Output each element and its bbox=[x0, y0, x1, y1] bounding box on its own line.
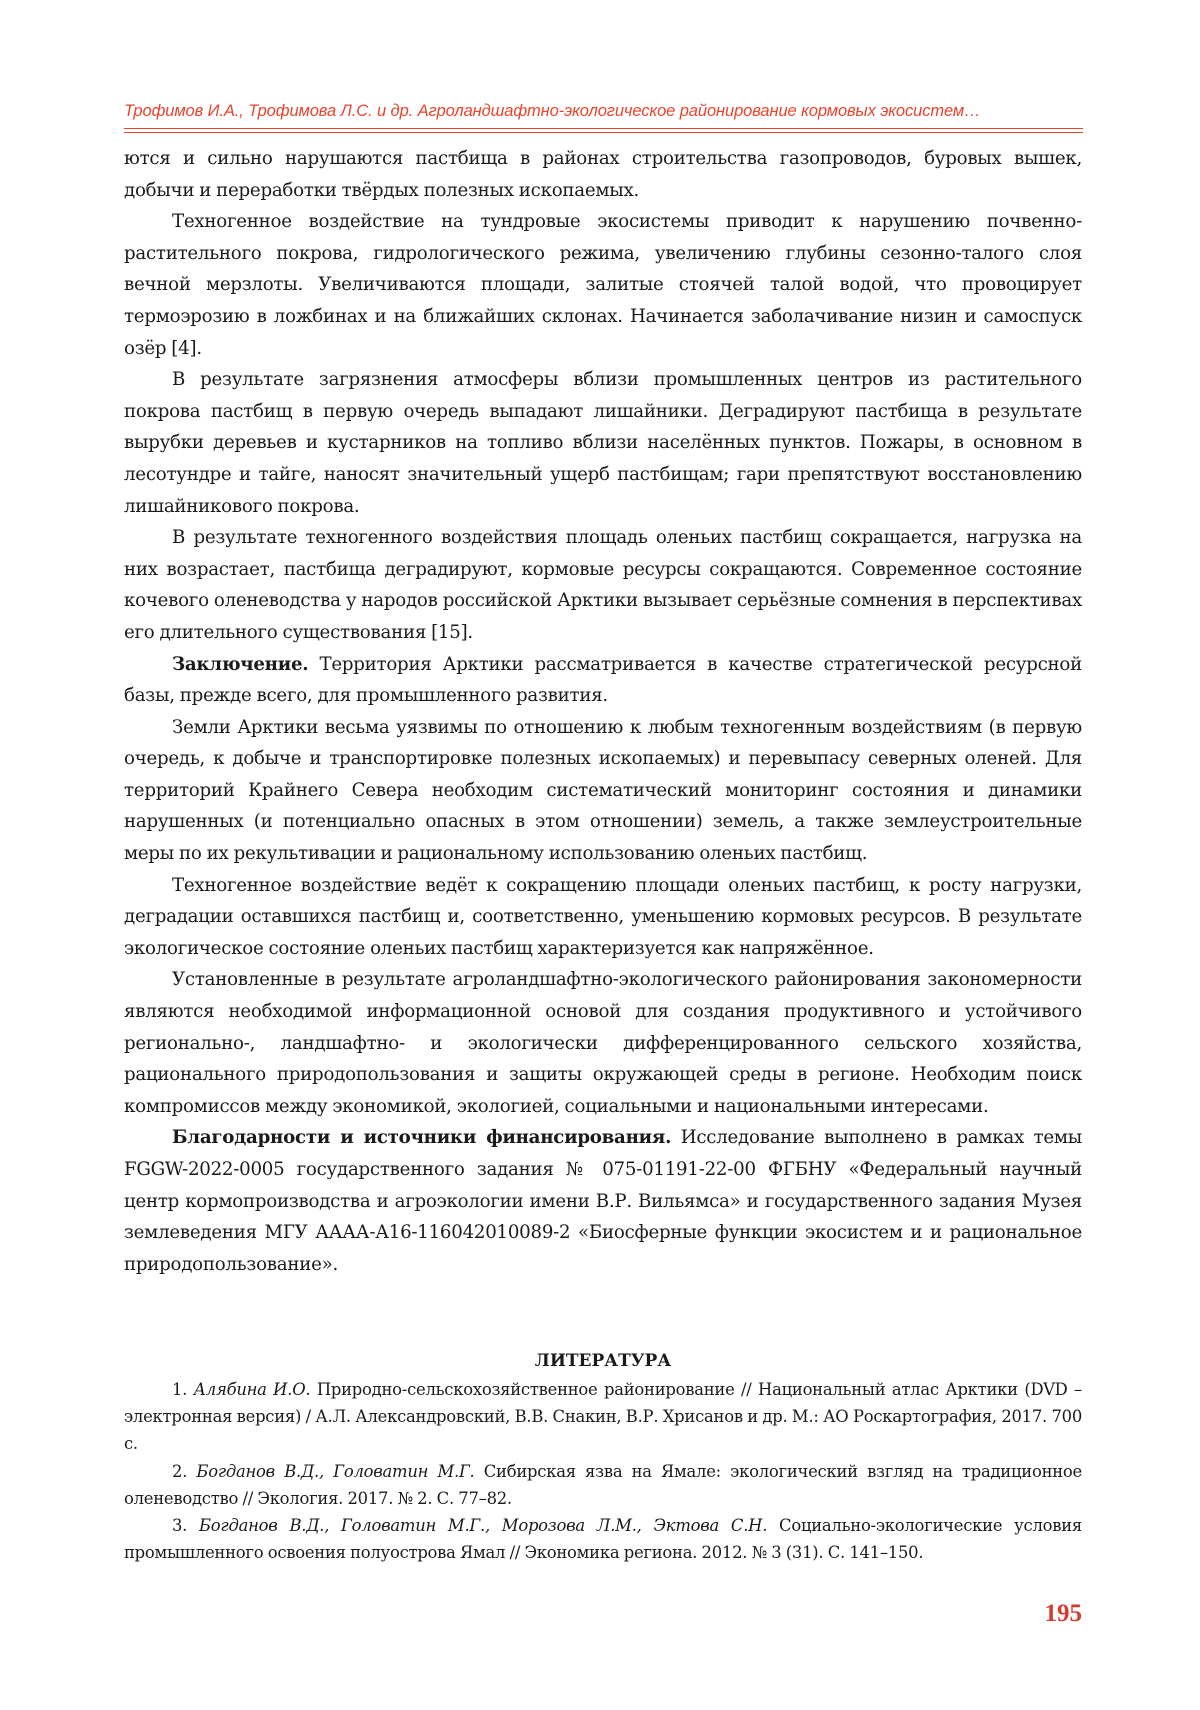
reference-number: 1. bbox=[172, 1380, 188, 1399]
running-header: Трофимов И.А., Трофимова Л.С. и др. Агроландшафтно-экологическое районирование кормовых экосистем… bbox=[124, 102, 981, 120]
reference-authors: Богданов В.Д., Головатин М.Г. bbox=[196, 1461, 475, 1481]
reference-text: Природно-сельскохозяйственное районирование // Национальный атлас Арктики (DVD – электронная версия) / А.Л. Александровский, В.В. Снакин, В.Р. Хрисанов и др. М.: АО Роскартография, 2017. 700 с. bbox=[124, 1380, 1082, 1454]
paragraph-arctic-lands: Земли Арктики весьма уязвимы по отношению к любым техногенным воздействиям (в первую очередь, к добыче и транспортировке полезных ископаемых) и перевыпасу северных оленей. Для территорий Крайнего Севера необходим систематический мониторинг состояния и динамики нарушенных (и потенциально опасных в этом отношении) земель, а также землеустроительные меры по их рекультивации и рациональному использованию оленьих пастбищ. bbox=[124, 716, 1082, 865]
reference-authors: Богданов В.Д., Головатин М.Г., Морозова Л.М., Эктова С.Н. bbox=[199, 1516, 768, 1536]
paragraph-continued: ются и сильно нарушаются пастбища в районах строительства газопроводов, буровых вышек, добычи и переработки твёрдых полезных ископаемых. bbox=[124, 148, 1082, 201]
conclusion-heading: Заключение. bbox=[172, 653, 309, 675]
paragraph-technogenic-impact: Техногенное воздействие на тундровые экосистемы приводит к нарушению почвенно-растительного покрова, гидрологического режима, увеличению глубины сезонно-талого слоя вечной мерзлоты. Увеличиваются площади, залитые стоячей талой водой, что провоцирует термоэрозию в ложбинах и на ближайших склонах. Начинается заболачивание низин и самоспуск озёр [4]. bbox=[124, 211, 1082, 359]
references-heading: ЛИТЕРАТУРА bbox=[534, 1351, 672, 1371]
paragraph-conclusion bbox=[124, 649, 1082, 712]
paragraph-pasture-reduction: В результате техногенного воздействия площадь оленьих пастбищ сокращается, нагрузка на них возрастает, пастбища деградируют, кормовые ресурсы сокращаются. Современное состояние кочевого оленеводства у народов российской Арктики вызывает серьёзные сомнения в перспективах его длительного существования [15]. bbox=[124, 527, 1082, 643]
reference-item bbox=[124, 1458, 1082, 1512]
page-number: 195 bbox=[1044, 1600, 1082, 1627]
reference-authors: Алябина И.О. bbox=[193, 1380, 311, 1399]
reference-item bbox=[124, 1512, 1082, 1566]
acknowledgements-heading: Благодарности и источники финансирования. bbox=[172, 1127, 672, 1149]
paragraph-pasture-state: Техногенное воздействие ведёт к сокращению площади оленьих пастбищ, к росту нагрузки, деградации оставшихся пастбищ и, соответственно, уменьшению кормовых ресурсов. В результате экологическое состояние оленьих пастбищ характеризуется как напряжённое. bbox=[124, 874, 1082, 959]
paragraph-pollution: В результате загрязнения атмосферы вблизи промышленных центров из растительного покрова пастбищ в первую очередь выпадают лишайники. Деградируют пастбища в результате вырубки деревьев и кустарников на топливо вблизи населённых пунктов. Пожары, в основном в лесотундре и тайге, наносят значительный ущерб пастбищам; гари препятствуют восстановлению лишайникового покрова. bbox=[124, 369, 1082, 517]
paragraph-zoning-results: Установленные в результате агроландшафтно-экологического районирования закономерности являются необходимой информационной основой для создания продуктивного и устойчивого регионально-, ландшафтно- и экологически дифференцированного сельского хозяйства, рационального природопользования и защиты окружающей среды в регионе. Необходим поиск компромиссов между экономикой, экологией, социальными и национальными интересами. bbox=[124, 969, 1082, 1117]
conclusion-text: Территория Арктики рассматривается в качестве стратегической ресурсной базы, прежде всего, для промышленного развития. bbox=[124, 653, 1082, 707]
paragraph-acknowledgements bbox=[124, 1122, 1082, 1280]
reference-text: Сибирская язва на Ямале: экологический взгляд на традиционное оленеводство // Экология. 2017. № 2. С. 77–82. bbox=[124, 1461, 1082, 1508]
reference-number: 2. bbox=[172, 1461, 188, 1481]
header-rule-top bbox=[124, 128, 1083, 129]
reference-text: Социально-экологические условия промышленного освоения полуострова Ямал // Экономика региона. 2012. № 3 (31). С. 141–150. bbox=[124, 1516, 1082, 1563]
references-section bbox=[124, 1348, 1082, 1566]
article-body bbox=[124, 143, 1082, 1280]
reference-number: 3. bbox=[172, 1516, 188, 1536]
reference-item bbox=[124, 1376, 1082, 1458]
acknowledgements-text: Исследование выполнено в рамках темы FGGW-2022-0005 государственного задания № 075-01191-22-00 ФГБНУ «Федеральный научный центр кормопроизводства и агроэкологии имени В.Р. Вильямса» и государственного задания Музея землеведения МГУ АААА-А16-116042010089-2 «Биосферные функции экосистем и и рациональное природопользование». bbox=[124, 1127, 1082, 1275]
header-rule-bottom bbox=[124, 132, 1083, 133]
